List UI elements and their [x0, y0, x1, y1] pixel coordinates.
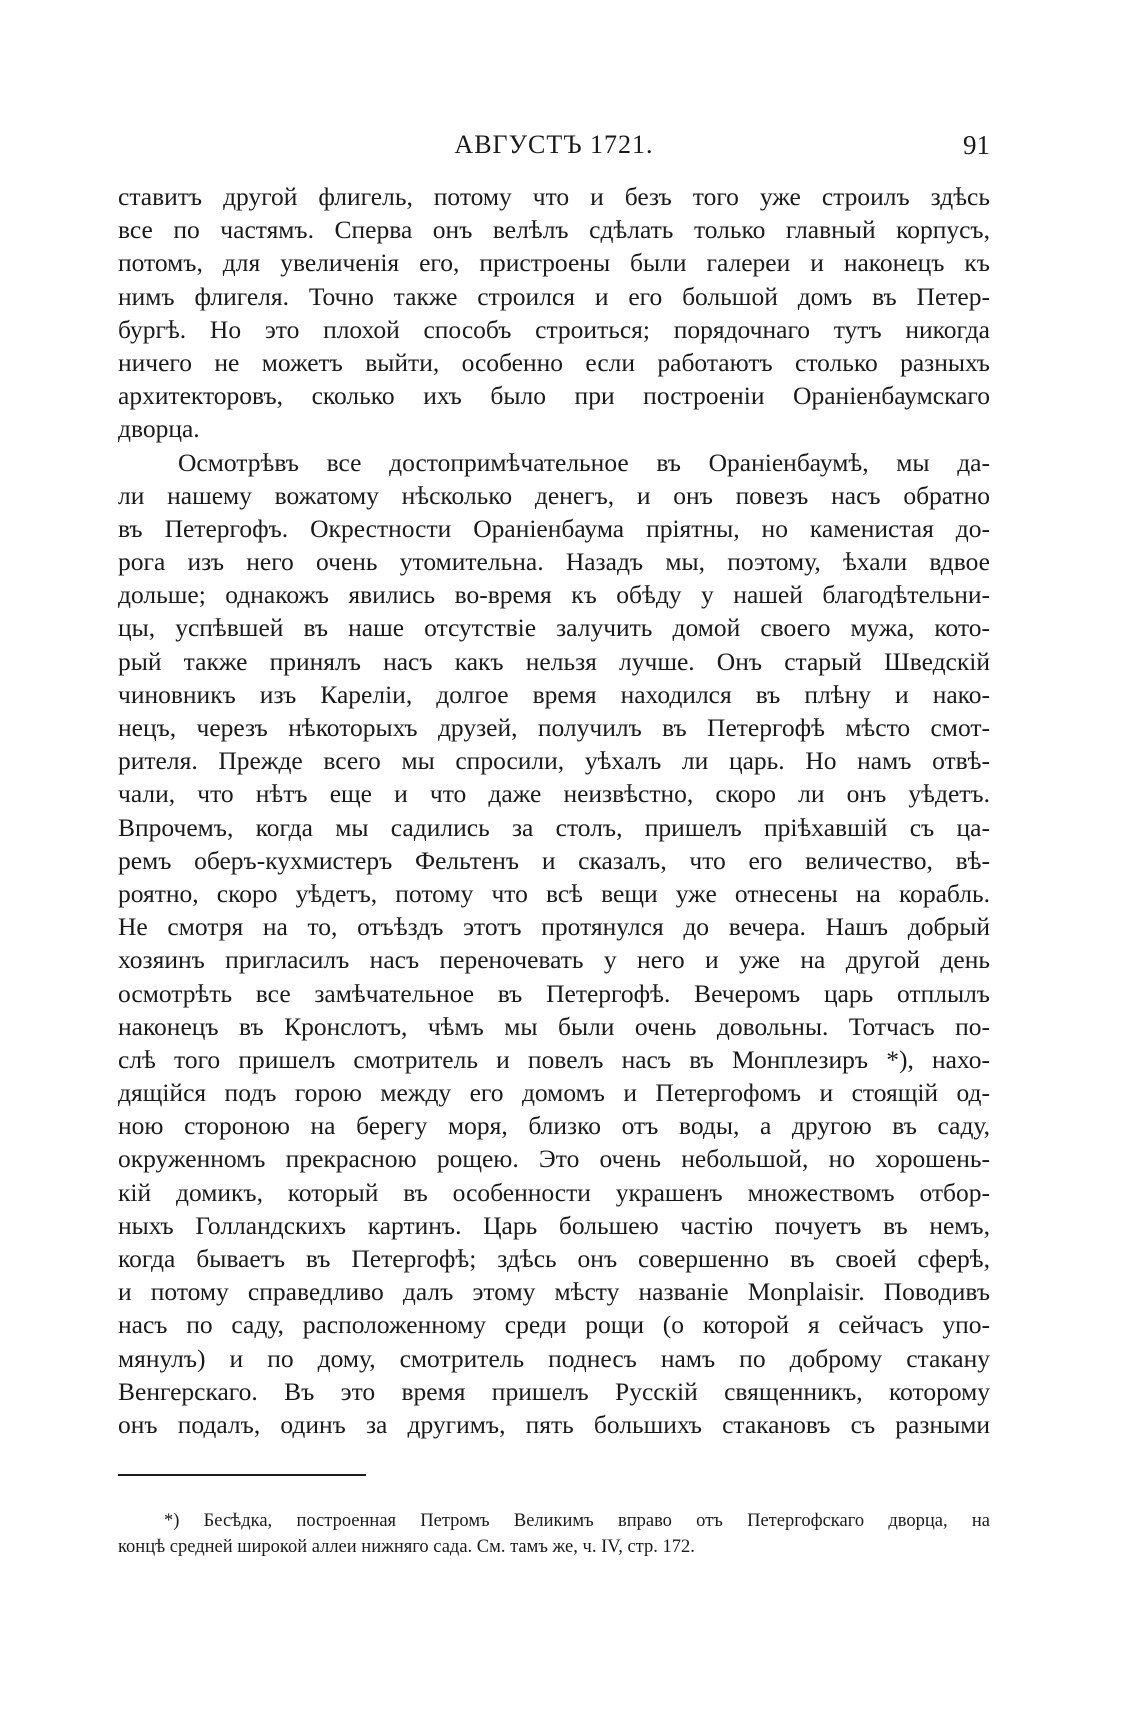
text-line: ничего не можетъ выйти, особенно если работаютъ столько разныхъ [118, 347, 990, 377]
footnote-line: *) Бесѣдка, построенная Петромъ Великимъ вправо отъ Петергофскаго дворца, на [164, 1511, 990, 1531]
text-line: рога изъ него очень утомительна. Назадъ мы, поэтому, ѣхали вдвое [118, 547, 990, 577]
page-number: 91 [963, 130, 990, 160]
text-line: окруженномъ прекрасною рощею. Это очень небольшой, но хорошень- [118, 1144, 990, 1174]
footnote-rule [118, 1474, 366, 1476]
text-line: и потому справедливо далъ этому мѣсту названіе Monplaisir. Поводивъ [118, 1277, 990, 1307]
text-line: ною стороною на берегу моря, близко отъ воды, а другою въ саду, [118, 1111, 990, 1141]
text-line: дящійся подъ горою между его домомъ и Петергофомъ и стоящій од- [118, 1078, 990, 1108]
text-line: бургѣ. Но это плохой способъ строиться; порядочнаго тутъ никогда [118, 314, 990, 344]
text-line: ли нашему вожатому нѣсколько денегъ, и онъ повезъ насъ обратно [118, 480, 990, 510]
text-line: онъ подалъ, одинъ за другимъ, пять большихъ стакановъ съ разными [118, 1409, 990, 1439]
text-line: мянулъ) и по дому, смотритель поднесъ намъ по доброму стакану [118, 1343, 990, 1373]
text-line: чиновникъ изъ Кареліи, долгое время находился въ плѣну и нако- [118, 679, 990, 709]
text-line: осмотрѣть все замѣчательное въ Петергофѣ. Вечеромъ царь отплылъ [118, 978, 990, 1008]
main-text [118, 180, 990, 1441]
text-line: рителя. Прежде всего мы спросили, уѣхалъ ли царь. Но намъ отвѣ- [118, 746, 990, 776]
text-line: чали, что нѣтъ еще и что даже неизвѣстно, скоро ли онъ уѣдетъ. [118, 779, 990, 809]
text-line: когда бываетъ въ Петергофѣ; здѣсь онъ совершенно въ своей сферѣ, [118, 1244, 990, 1273]
footnote-line: концѣ средней широкой аллеи нижняго сада. См. тамъ же, ч. IV, стр. 172. [118, 1537, 695, 1557]
paragraph-start-line: Осмотрѣвъ все достопримѣчательное въ Ораніенбаумѣ, мы да- [178, 447, 990, 477]
text-line: наконецъ въ Кронслотъ, чѣмъ мы были очень довольны. Тотчасъ по- [118, 1011, 990, 1041]
footnote [118, 1508, 990, 1560]
text-line: роятно, скоро уѣдетъ, потому что всѣ вещи уже отнесены на корабль. [118, 878, 990, 908]
text-line: насъ по саду, расположенному среди рощи (о которой я сейчасъ упо- [118, 1310, 990, 1340]
running-head: АВГУСТЪ 1721. [454, 130, 654, 159]
text-line: Не смотря на то, отъѣздъ этотъ протянулся до вечера. Нашъ добрый [118, 912, 990, 942]
text-line: дворца. [118, 414, 200, 444]
text-line: Впрочемъ, когда мы садились за столъ, пришелъ пріѣхавшій съ ца- [118, 812, 990, 842]
text-line: ныхъ Голландскихъ картинъ. Царь большею частію почуетъ въ немъ, [118, 1210, 990, 1240]
text-line: ремъ оберъ-кухмистеръ Фельтенъ и сказалъ, что его величество, вѣ- [118, 845, 990, 875]
text-line: дольше; однакожъ явились во-время къ обѣду у нашей благодѣтельни- [118, 580, 990, 610]
text-line: Венгерскаго. Въ это время пришелъ Русскій священникъ, которому [118, 1376, 990, 1406]
page-header [118, 130, 990, 166]
text-line: нецъ, черезъ нѣкоторыхъ друзей, получилъ въ Петергофѣ мѣсто смот- [118, 713, 990, 742]
text-line: нимъ флигеля. Точно также строился и его большой домъ въ Петер- [118, 281, 990, 311]
text-line: цы, успѣвшей въ наше отсутствіе залучить домой своего мужа, кото- [118, 613, 990, 643]
text-line: ставитъ другой флигель, потому что и безъ того уже строилъ здѣсь [118, 182, 990, 211]
text-line: рый также принялъ насъ какъ нельзя лучше. Онъ старый Шведскій [118, 646, 990, 676]
text-line: потомъ, для увеличенія его, пристроены были галереи и наконецъ къ [118, 248, 990, 278]
text-line: все по частямъ. Сперва онъ велѣлъ сдѣлать только главный корпусъ, [118, 215, 990, 245]
text-line: хозяинъ пригласилъ насъ переночевать у него и уже на другой день [118, 945, 990, 975]
text-line: слѣ того пришелъ смотритель и повелъ насъ въ Монплезиръ *), нахо- [118, 1044, 990, 1074]
text-line: архитекторовъ, сколько ихъ было при построеніи Ораніенбаумскаго [118, 381, 990, 411]
text-line: въ Петергофъ. Окрестности Ораніенбаума пріятны, но каменистая до- [118, 513, 990, 543]
text-line: кій домикъ, который въ особенности украшенъ множествомъ отбор- [118, 1177, 990, 1207]
